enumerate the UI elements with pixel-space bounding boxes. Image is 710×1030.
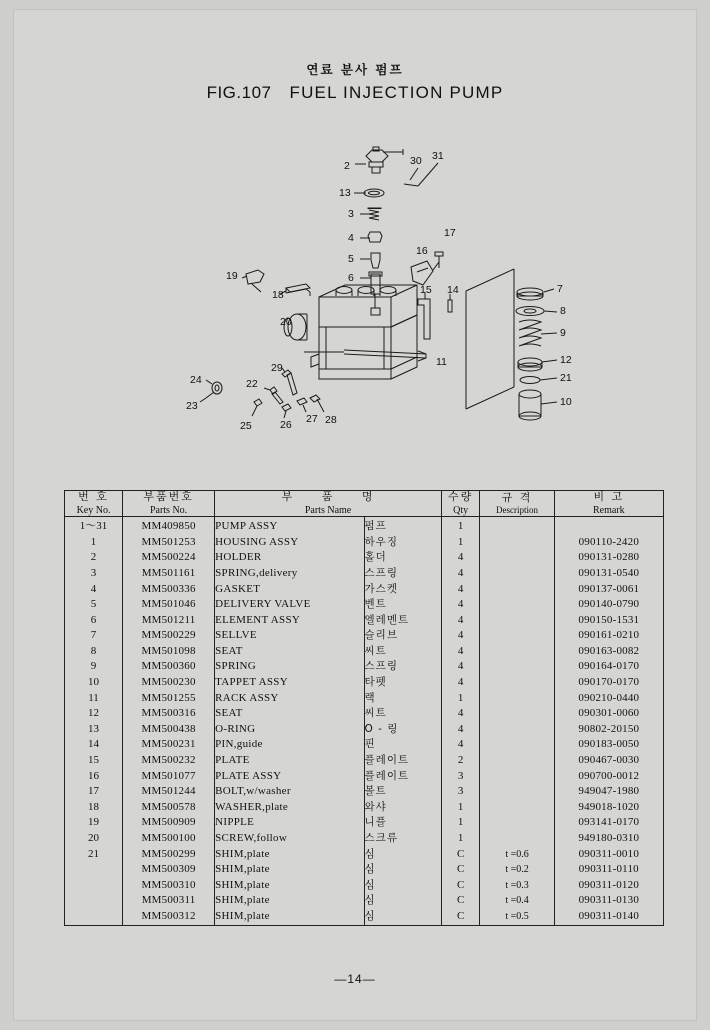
figure-title: FUEL INJECTION PUMP <box>289 83 504 102</box>
table-row <box>65 613 664 629</box>
parts-table-head <box>65 491 664 517</box>
cell-remark: 090311-0120 <box>554 878 663 894</box>
callout-20: 20 <box>280 316 292 328</box>
cell-description <box>480 691 554 707</box>
cell-remark: 090161-0210 <box>554 628 663 644</box>
cell-key <box>65 878 123 894</box>
cell-key: 5 <box>65 597 123 613</box>
cell-part-no: MM501077 <box>123 769 215 785</box>
cell-part-no: MM500310 <box>123 878 215 894</box>
header-qty-kr: 수량 <box>448 490 474 503</box>
cell-remark: 090467-0030 <box>554 753 663 769</box>
cell-description: t =0.2 <box>480 862 554 878</box>
cell-key: 13 <box>65 722 123 738</box>
table-row <box>65 737 664 753</box>
cell-name: PLATE <box>215 753 364 769</box>
cell-remark: 090170-0170 <box>554 675 663 691</box>
header-key <box>65 491 123 517</box>
cell-qty: C <box>441 862 479 878</box>
cell-key: 20 <box>65 831 123 847</box>
cell-name: SEAT <box>215 644 364 660</box>
cell-name-kr: 심 <box>364 878 441 894</box>
table-row <box>65 815 664 831</box>
cell-description <box>480 628 554 644</box>
cell-key: 15 <box>65 753 123 769</box>
cell-remark: 090700-0012 <box>554 769 663 785</box>
cell-description: t =0.4 <box>480 893 554 909</box>
cell-name: SHIM,plate <box>215 878 364 894</box>
table-row <box>65 893 664 909</box>
cell-name-kr: 스프링 <box>364 659 441 675</box>
cell-name-kr: O - 링 <box>364 722 441 738</box>
catalog-page <box>14 10 696 1020</box>
header-name-en: Parts Name <box>304 504 352 516</box>
callout-11: 11 <box>436 356 447 368</box>
cell-name-kr: 니플 <box>364 815 441 831</box>
callout-9: 9 <box>560 327 566 339</box>
cell-key: 1～31 <box>65 517 123 535</box>
cell-qty: 4 <box>441 737 479 753</box>
cell-remark: 090164-0170 <box>554 659 663 675</box>
callout-5: 5 <box>348 253 354 265</box>
callout-18: 18 <box>272 289 284 301</box>
cell-remark: 090311-0130 <box>554 893 663 909</box>
cell-part-no: MM501161 <box>123 566 215 582</box>
cell-description <box>480 815 554 831</box>
cell-part-no: MM500336 <box>123 582 215 598</box>
cell-part-no: MM501211 <box>123 613 215 629</box>
cell-description <box>480 769 554 785</box>
cell-name-kr: 심 <box>364 847 441 863</box>
cell-description <box>480 784 554 800</box>
callout-16: 16 <box>416 245 428 257</box>
cell-description <box>480 800 554 816</box>
cell-remark: 949047-1980 <box>554 784 663 800</box>
cell-remark: 090301-0060 <box>554 706 663 722</box>
callout-27: 27 <box>306 413 318 425</box>
cell-description <box>480 550 554 566</box>
table-row <box>65 722 664 738</box>
header-rem-en: Remark <box>592 504 625 516</box>
table-row <box>65 566 664 582</box>
cell-remark: 090163-0082 <box>554 644 663 660</box>
cell-name-kr: 핀 <box>364 737 441 753</box>
cell-part-no: MM409850 <box>123 517 215 535</box>
cell-qty: 4 <box>441 582 479 598</box>
table-row <box>65 644 664 660</box>
cell-name: SHIM,plate <box>215 893 364 909</box>
cell-qty: 1 <box>441 535 479 551</box>
callout-30: 30 <box>410 155 422 167</box>
cell-part-no: MM500224 <box>123 550 215 566</box>
callout-2: 2 <box>344 160 350 172</box>
cell-key <box>65 893 123 909</box>
cell-qty: C <box>441 847 479 863</box>
cell-name-kr: 볼트 <box>364 784 441 800</box>
cell-name: SHIM,plate <box>215 862 364 878</box>
table-row <box>65 659 664 675</box>
cell-description <box>480 644 554 660</box>
cell-remark: 949018-1020 <box>554 800 663 816</box>
header-key-en: Key No. <box>76 504 111 516</box>
cell-name-kr: 심 <box>364 893 441 909</box>
title-korean: 연료 분사 펌프 <box>306 62 404 77</box>
cell-part-no: MM500100 <box>123 831 215 847</box>
table-row <box>65 878 664 894</box>
cell-qty: 4 <box>441 675 479 691</box>
cell-part-no: MM500231 <box>123 737 215 753</box>
table-header-row <box>65 491 664 517</box>
cell-name: O-RING <box>215 722 364 738</box>
cell-key: 19 <box>65 815 123 831</box>
table-row <box>65 847 664 863</box>
cell-name-kr: 랙 <box>364 691 441 707</box>
cell-part-no: MM501253 <box>123 535 215 551</box>
table-row <box>65 831 664 847</box>
cell-qty: 4 <box>441 628 479 644</box>
cell-remark: 090311-0010 <box>554 847 663 863</box>
cell-name: PIN,guide <box>215 737 364 753</box>
cell-name: SHIM,plate <box>215 847 364 863</box>
cell-part-no: MM500230 <box>123 675 215 691</box>
table-row <box>65 691 664 707</box>
callout-13: 13 <box>339 187 351 199</box>
cell-qty: 4 <box>441 659 479 675</box>
cell-description <box>480 613 554 629</box>
cell-name: DELIVERY VALVE <box>215 597 364 613</box>
parts-table-body <box>65 517 664 925</box>
table-row <box>65 784 664 800</box>
cell-key: 7 <box>65 628 123 644</box>
cell-key: 21 <box>65 847 123 863</box>
table-row <box>65 582 664 598</box>
cell-remark: 090110-2420 <box>554 535 663 551</box>
cell-name: HOLDER <box>215 550 364 566</box>
header-rem-kr: 비 고 <box>593 490 625 503</box>
callout-17: 17 <box>444 227 456 239</box>
cell-qty: 1 <box>441 691 479 707</box>
header-remark <box>554 491 663 517</box>
cell-description <box>480 582 554 598</box>
table-row <box>65 517 664 535</box>
parts-table <box>64 490 664 926</box>
cell-qty: 4 <box>441 597 479 613</box>
cell-key <box>65 909 123 925</box>
cell-remark: 90802-20150 <box>554 722 663 738</box>
cell-qty: 4 <box>441 550 479 566</box>
cell-description: t =0.5 <box>480 909 554 925</box>
cell-name: HOUSING ASSY <box>215 535 364 551</box>
cell-key: 16 <box>65 769 123 785</box>
callout-6: 6 <box>348 272 354 284</box>
cell-name: TAPPET ASSY <box>215 675 364 691</box>
header-description <box>480 491 554 517</box>
cell-remark: 090137-0061 <box>554 582 663 598</box>
cell-name-kr: 와샤 <box>364 800 441 816</box>
callout-25: 25 <box>240 420 252 432</box>
callout-10: 10 <box>560 396 572 408</box>
cell-part-no: MM500229 <box>123 628 215 644</box>
cell-name: PUMP ASSY <box>215 517 364 535</box>
cell-name: ELEMENT ASSY <box>215 613 364 629</box>
table-row <box>65 909 664 925</box>
cell-qty: 1 <box>441 815 479 831</box>
callout-24: 24 <box>190 374 202 386</box>
cell-qty: 4 <box>441 613 479 629</box>
cell-key: 1 <box>65 535 123 551</box>
cell-remark: 090140-0790 <box>554 597 663 613</box>
callout-22: 22 <box>246 378 258 390</box>
cell-name-kr: 타펫 <box>364 675 441 691</box>
cell-key: 8 <box>65 644 123 660</box>
callout-21: 21 <box>560 372 572 384</box>
cell-remark: 090183-0050 <box>554 737 663 753</box>
cell-remark: 090131-0280 <box>554 550 663 566</box>
table-row <box>65 535 664 551</box>
cell-qty: C <box>441 893 479 909</box>
cell-remark: 090311-0140 <box>554 909 663 925</box>
cell-key: 17 <box>65 784 123 800</box>
cell-name-kr: 엘레멘트 <box>364 613 441 629</box>
cell-description <box>480 831 554 847</box>
cell-name: SHIM,plate <box>215 909 364 925</box>
cell-name-kr: 심 <box>364 862 441 878</box>
header-part-no <box>123 491 215 517</box>
cell-name: SELLVE <box>215 628 364 644</box>
cell-key: 11 <box>65 691 123 707</box>
cell-part-no: MM500309 <box>123 862 215 878</box>
cell-qty: 3 <box>441 784 479 800</box>
header-qty-en: Qty <box>453 504 469 516</box>
cell-qty: C <box>441 909 479 925</box>
cell-description <box>480 535 554 551</box>
cell-key: 12 <box>65 706 123 722</box>
callout-28: 28 <box>325 414 337 426</box>
table-row <box>65 706 664 722</box>
cell-qty: 4 <box>441 722 479 738</box>
cell-name-kr: 펌프 <box>364 517 441 535</box>
cell-part-no: MM500909 <box>123 815 215 831</box>
cell-description <box>480 566 554 582</box>
cell-name-kr: 하우징 <box>364 535 441 551</box>
cell-name: PLATE ASSY <box>215 769 364 785</box>
cell-description <box>480 722 554 738</box>
cell-key: 6 <box>65 613 123 629</box>
header-name-kr: 부 품 명 <box>281 490 375 503</box>
exploded-diagram <box>14 122 696 472</box>
cell-description <box>480 737 554 753</box>
cell-part-no: MM501244 <box>123 784 215 800</box>
cell-qty: 1 <box>441 800 479 816</box>
cell-part-no: MM501046 <box>123 597 215 613</box>
cell-name: SPRING <box>215 659 364 675</box>
title-english <box>14 83 696 103</box>
callout-23: 23 <box>186 400 198 412</box>
cell-remark: 090150-1531 <box>554 613 663 629</box>
cell-key: 10 <box>65 675 123 691</box>
cell-part-no: MM500311 <box>123 893 215 909</box>
cell-qty: 4 <box>441 706 479 722</box>
cell-description: t =0.6 <box>480 847 554 863</box>
callout-3: 3 <box>348 208 354 220</box>
cell-qty: 4 <box>441 566 479 582</box>
cell-key: 9 <box>65 659 123 675</box>
cell-name: SEAT <box>215 706 364 722</box>
callout-8: 8 <box>560 305 566 317</box>
cell-part-no: MM500316 <box>123 706 215 722</box>
callout-14: 14 <box>447 284 459 296</box>
page-header <box>14 60 696 103</box>
cell-description <box>480 517 554 535</box>
cell-key: 18 <box>65 800 123 816</box>
cell-qty: 1 <box>441 831 479 847</box>
cell-name: SCREW,follow <box>215 831 364 847</box>
cell-qty: 3 <box>441 769 479 785</box>
callout-29: 29 <box>271 362 283 374</box>
cell-qty: 1 <box>441 517 479 535</box>
callout-15: 15 <box>420 284 432 296</box>
cell-qty: 2 <box>441 753 479 769</box>
cell-qty: C <box>441 878 479 894</box>
figure-number: FIG.107 <box>206 83 272 102</box>
cell-remark <box>554 517 663 535</box>
cell-name-kr: 플레이트 <box>364 769 441 785</box>
header-key-kr: 번 호 <box>78 490 109 503</box>
callout-12: 12 <box>560 354 572 366</box>
cell-part-no: MM500312 <box>123 909 215 925</box>
cell-name-kr: 씨트 <box>364 644 441 660</box>
cell-name-kr: 가스켓 <box>364 582 441 598</box>
cell-name-kr: 심 <box>364 909 441 925</box>
header-part-kr: 부품번호 <box>143 490 194 503</box>
cell-name: BOLT,w/washer <box>215 784 364 800</box>
cell-key: 2 <box>65 550 123 566</box>
table-row <box>65 675 664 691</box>
cell-part-no: MM501098 <box>123 644 215 660</box>
cell-description <box>480 706 554 722</box>
cell-name-kr: 홀더 <box>364 550 441 566</box>
cell-name: WASHER,plate <box>215 800 364 816</box>
cell-remark: 949180-0310 <box>554 831 663 847</box>
cell-remark: 090311-0110 <box>554 862 663 878</box>
cell-key <box>65 862 123 878</box>
cell-name-kr: 씨트 <box>364 706 441 722</box>
table-row <box>65 753 664 769</box>
callout-7: 7 <box>557 283 563 295</box>
table-row <box>65 550 664 566</box>
cell-part-no: MM500360 <box>123 659 215 675</box>
cell-name: RACK ASSY <box>215 691 364 707</box>
table-row <box>65 628 664 644</box>
table-row <box>65 769 664 785</box>
header-desc-en: Description <box>496 505 539 516</box>
page-footer: —14— <box>334 972 376 986</box>
table-row <box>65 800 664 816</box>
cell-description <box>480 597 554 613</box>
cell-description <box>480 753 554 769</box>
cell-part-no: MM500232 <box>123 753 215 769</box>
table-row <box>65 862 664 878</box>
diagram-svg <box>14 122 696 472</box>
table-row <box>65 597 664 613</box>
callout-31: 31 <box>432 150 444 162</box>
cell-name: SPRING,delivery <box>215 566 364 582</box>
header-parts-name <box>215 491 442 517</box>
cell-key: 14 <box>65 737 123 753</box>
header-desc-kr: 규 격 <box>501 490 533 504</box>
cell-part-no: MM501255 <box>123 691 215 707</box>
cell-name-kr: 벤트 <box>364 597 441 613</box>
cell-description <box>480 659 554 675</box>
cell-part-no: MM500578 <box>123 800 215 816</box>
cell-name-kr: 스프링 <box>364 566 441 582</box>
cell-name: NIPPLE <box>215 815 364 831</box>
header-part-en: Parts No. <box>149 504 188 516</box>
cell-part-no: MM500438 <box>123 722 215 738</box>
callout-4: 4 <box>348 232 354 244</box>
cell-qty: 4 <box>441 644 479 660</box>
callout-19: 19 <box>226 270 238 282</box>
cell-key: 4 <box>65 582 123 598</box>
cell-part-no: MM500299 <box>123 847 215 863</box>
cell-remark: 093141-0170 <box>554 815 663 831</box>
cell-name-kr: 스크류 <box>364 831 441 847</box>
parts-table-container <box>64 490 664 926</box>
cell-name-kr: 플레이트 <box>364 753 441 769</box>
cell-remark: 090131-0540 <box>554 566 663 582</box>
cell-description <box>480 675 554 691</box>
cell-name-kr: 슬리브 <box>364 628 441 644</box>
header-qty <box>441 491 479 517</box>
cell-description: t =0.3 <box>480 878 554 894</box>
cell-name: GASKET <box>215 582 364 598</box>
callout-26: 26 <box>280 419 292 431</box>
cell-key: 3 <box>65 566 123 582</box>
cell-remark: 090210-0440 <box>554 691 663 707</box>
